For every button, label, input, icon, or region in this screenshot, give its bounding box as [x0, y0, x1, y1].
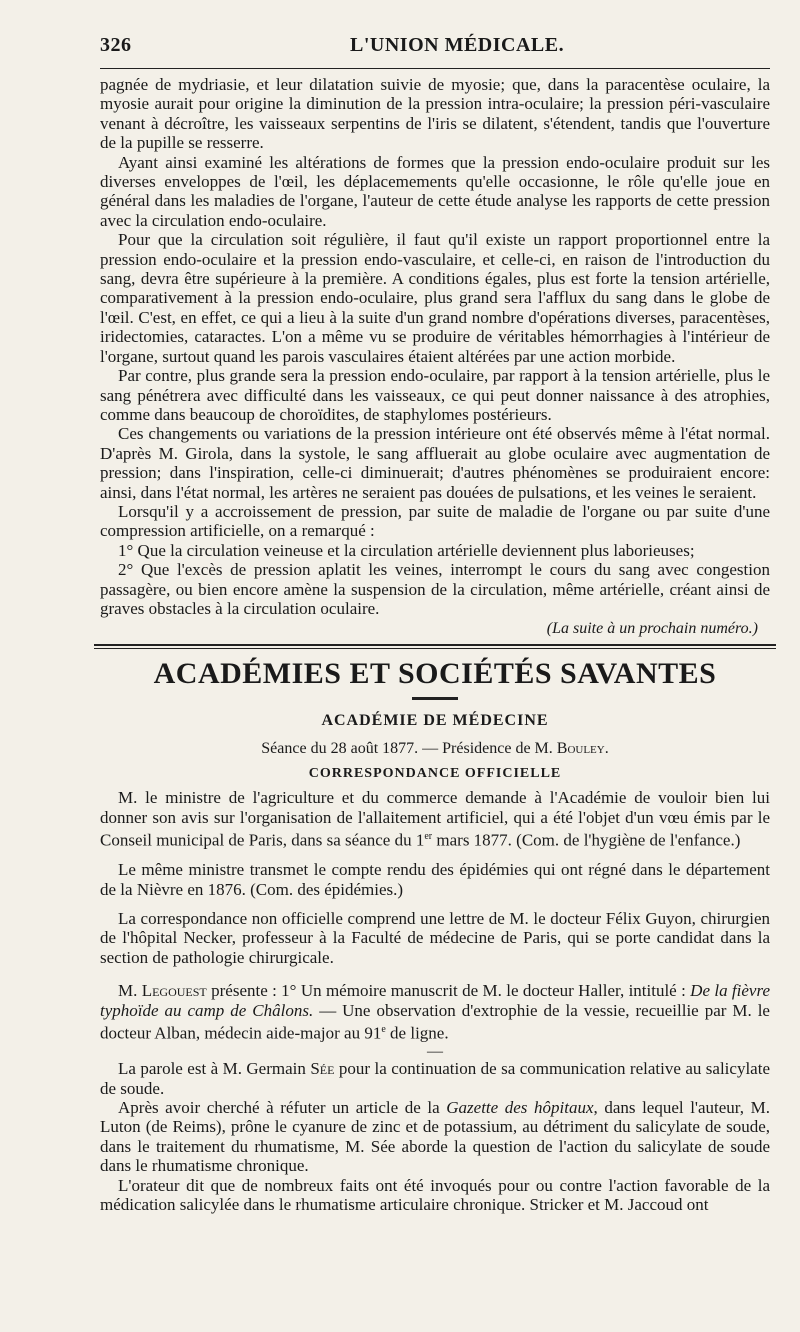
paragraph-text: — Une observation d'extrophie de la vessie, recueillie par M. le docteur Alban, médecin aide-major au 91: [100, 1000, 770, 1043]
paragraph-text: mars 1877. (Com. de l'hygiène de l'enfance.): [432, 830, 741, 850]
paragraph: pagnée de mydriasie, et leur dilatation suivie de myosie; que, dans la paracentèse oculaire, la myosie aurait pour origine la diminution de la pression intra-oculaire; la pression péri-vasculaire venant à décroître, les vaisseaux serpentins de l'iris se dilatent, s'étendent, tandis que l'ouverture de la pupille se resserre.: [100, 75, 770, 153]
list-item: 2° Que l'excès de pression aplatit les veines, interrompt le cours du sang avec congestion passagère, ou bien encore amène la suspension de la circulation, même artérielle, créant ainsi de graves obstacles à la circulation oculaire.: [100, 560, 770, 618]
article-body: [100, 75, 770, 638]
paragraph: Par contre, plus grande sera la pression endo-oculaire, par rapport à la tension artérielle, plus le sang pénétrera avec difficulté dans les vaisseaux, ce qui peut donner naissance à des atrophies, comme dans beaucoup de choroïdites, de staphylomes postérieurs.: [100, 366, 770, 424]
superscript: e: [381, 1024, 386, 1036]
paragraph-text: La parole est à M. Germain: [118, 1059, 311, 1079]
academy-name: ACADÉMIE DE MÉDECINE: [321, 712, 549, 730]
section-title: ACADÉMIES ET SOCIÉTÉS SAVANTES: [153, 657, 717, 691]
correspondence-heading: CORRESPONDANCE OFFICIELLE: [308, 766, 562, 782]
speaker-name: Sée: [310, 1059, 335, 1079]
spacer: [100, 899, 770, 909]
title-underline: [412, 697, 458, 700]
section-divider: [94, 644, 776, 649]
paragraph-text: de ligne.: [385, 1023, 449, 1043]
session-line: [100, 740, 770, 758]
list-item: 1° Que la circulation veineuse et la circulation artérielle deviennent plus laborieuses;: [118, 540, 695, 560]
paragraph: [100, 788, 770, 850]
paragraph: Lorsqu'il y a accroissement de pression, par suite de maladie de l'organe ou par suite d'une compression artificielle, on a remarqué :: [100, 501, 770, 541]
paragraph: Pour que la circulation soit régulière, il faut qu'il existe un rapport proportionnel entre la pression endo-oculaire et la pression endo-vasculaire, et celle-ci, en raison de l'introduction du sang, devra être supérieure à la première. A conditions égales, plus est forte la tension artérielle, comparativement à la pression endo-oculaire, plus grand sera l'afflux du sang dans le globe de l'œil. C'est, en effet, ce qui a lieu à la suite d'un grand nombre d'opérations diverses, paracentèses, iridectomies, cataractes. L'on a même vu se produire de véritables hémorrhagies à l'intérieur de l'organe, surtout quand les parois vasculaires étaient altérées par une action morbide.: [100, 230, 770, 366]
paragraph: Ayant ainsi examiné les altérations de formes que la pression endo-oculaire produit sur les diverses enveloppes de l'œil, les déplacemements qu'elle occasionne, le rôle qu'elle joue en général dans les maladies de l'organe, l'auteur de cette étude analyse les rapports de cette pression avec la circulation endo-oculaire.: [100, 152, 770, 230]
running-head: [100, 34, 770, 64]
paragraph-text: présente : 1° Un mémoire manuscrit de M. le docteur Haller, intitulé :: [206, 981, 691, 1001]
paragraph: Ces changements ou variations de la pression intérieure ont été observés même à l'état normal. D'après M. Girola, dans la systole, le sang affluerait au globe oculaire avec augmentation de pression; dans l'inspiration, celle-ci diminuerait; d'autres phénomènes se produiraient encore: ainsi, dans l'état normal, les artères ne seraient pas douées de pulsations, et les veines le seraient.: [100, 424, 770, 502]
paragraph-text: , dans lequel l'auteur, M. Luton (de Reims), prône le cyanure de zinc et de potassium, au détriment du salicylate de soude, dans le traitement du rhumatisme, M. Sée aborde la question de l'action du salicylate de soude dans le rhumatisme chronique.: [100, 1097, 770, 1176]
paragraph-text: M. le ministre de l'agriculture et du commerce demande à l'Académie de vouloir bien lui donner son avis sur l'organisation de l'allaitement artificiel, qui a été l'objet d'un vœu émis par le Conseil municipal de Paris, dans sa séance du 1: [100, 788, 770, 850]
paragraph: [100, 1098, 770, 1176]
paragraph: [100, 1059, 770, 1098]
page-number: 326: [100, 34, 132, 56]
italic-title: De la fièvre typhoïde au camp de Châlons.: [100, 981, 770, 1020]
paragraph: L'orateur dit que de nombreux faits ont été invoqués pour ou contre l'action favorable de la médication salicylée dans le rhumatisme articulaire chronique. Stricker et M. Jaccoud ont: [100, 1175, 770, 1214]
session-president: Bouley: [556, 740, 605, 758]
paragraph: Le même ministre transmet le compte rendu des épidémies qui ont régné dans le département de la Nièvre en 1876. (Com. des épidémies.): [100, 860, 770, 899]
speaker-name: M. Legouest: [118, 981, 207, 1001]
journal-title: L'UNION MÉDICALE.: [350, 34, 565, 56]
spacer: [100, 850, 770, 860]
superscript: er: [424, 831, 433, 843]
paragraph-text: pour la continuation de sa communication relative au salicylate de soude.: [100, 1059, 770, 1098]
paragraph: [100, 981, 770, 1043]
dash-separator: —: [427, 1043, 443, 1061]
paragraph-text: Après avoir cherché à réfuter un article de la: [118, 1097, 447, 1117]
session-suffix: .: [604, 740, 609, 758]
header-rule: [100, 68, 770, 69]
italic-title: Gazette des hôpitaux: [446, 1097, 594, 1117]
session-prefix: Séance du 28 août 1877. — Présidence de M.: [261, 740, 557, 758]
continuation-note: (La suite à un prochain numéro.): [546, 620, 758, 638]
paragraph: La correspondance non officielle comprend une lettre de M. le docteur Félix Guyon, chirurgien de l'hôpital Necker, professeur à la Faculté de médecine de Paris, qui se porte candidat dans la section de pathologie chirurgicale.: [100, 909, 770, 967]
spacer: [100, 967, 770, 981]
